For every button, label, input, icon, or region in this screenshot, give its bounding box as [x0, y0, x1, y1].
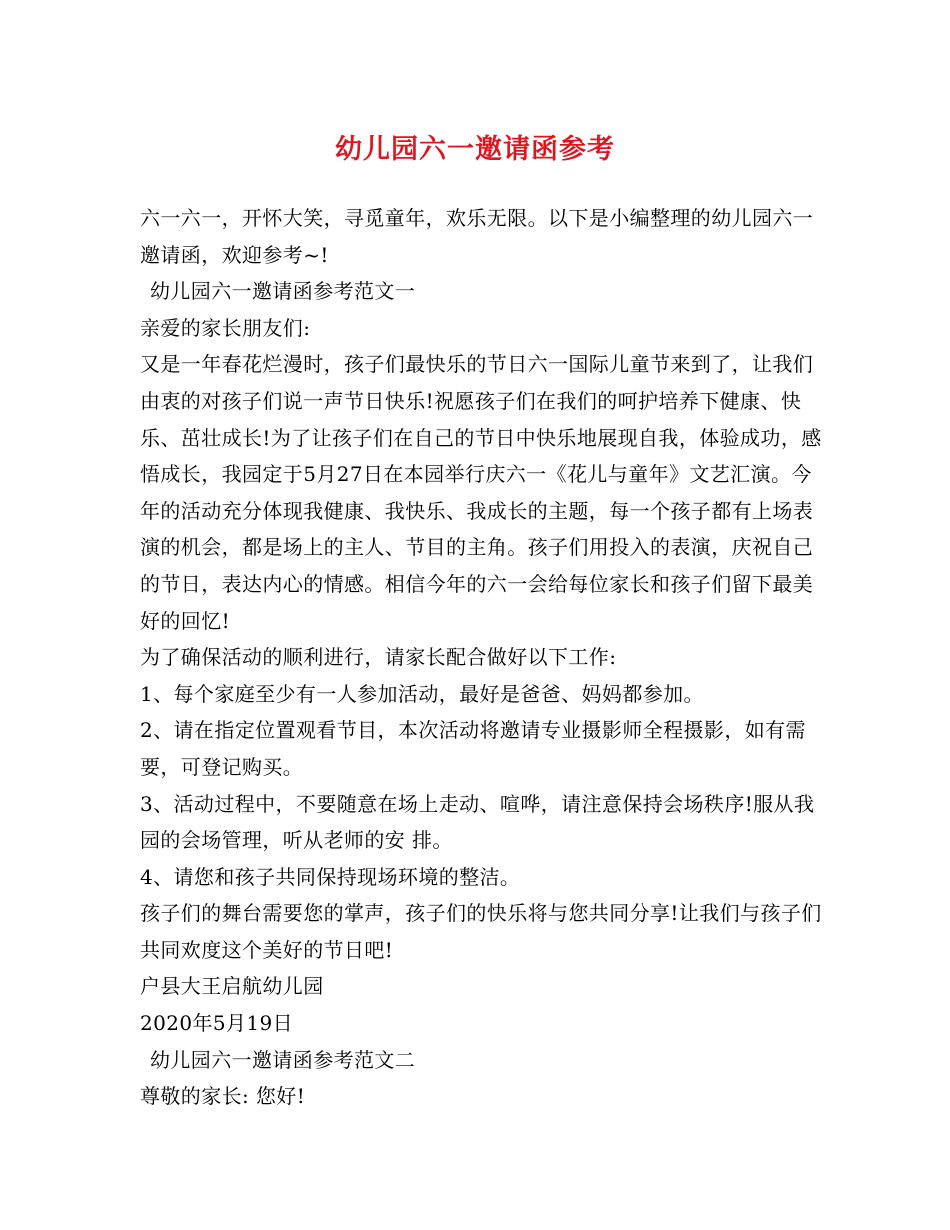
- list-item-4: 4、请您和孩子共同保持现场环境的整洁。: [140, 864, 521, 889]
- instructions-intro: 为了确保活动的顺利进行，请家长配合做好以下工作:: [140, 645, 617, 670]
- signature-organization: 户县大王启航幼儿园: [140, 974, 324, 999]
- closing-paragraph: 孩子们的舞台需要您的掌声，孩子们的快乐将与您共同分享!让我们与孩子们共同欢度这个美好的节日吧!: [140, 901, 822, 962]
- body-paragraph: 又是一年春花烂漫时，孩子们最快乐的节日六一国际儿童节来到了，让我们由衷的对孩子们说一声节日快乐!祝愿孩子们在我们的呵护培养下健康、快乐、茁壮成长!为了让孩子们在自己的节日中快乐地展现自我，体验成功，感悟成长，我园定于5月27日在本园举行庆六一《花儿与童年》文艺汇演。今年的活动充分体现我健康、我快乐、我成长的主题，每一个孩子都有上场表演的机会，都是场上的主人、节目的主角。孩子们用投入的表演，庆祝自己的节日，表达内心的情感。相信今年的六一会给每位家长和孩子们留下最美好的回忆!: [140, 352, 822, 633]
- list-item-1: 1、每个家庭至少有一人参加活动，最好是爸爸、妈妈都参加。: [140, 681, 704, 706]
- section-heading-sample-2: 幼儿园六一邀请函参考范文二: [150, 1047, 416, 1072]
- intro-paragraph: 六一六一，开怀大笑，寻觅童年，欢乐无限。以下是小编整理的幼儿园六一邀请函，欢迎参考~!: [140, 206, 814, 267]
- document-title: 幼儿园六一邀请函参考: [335, 134, 615, 165]
- section-heading-sample-1: 幼儿园六一邀请函参考范文一: [150, 279, 416, 304]
- list-item-3: 3、活动过程中，不要随意在场上走动、喧哗，请注意保持会场秩序!服从我园的会场管理，听从老师的安 排。: [140, 791, 815, 853]
- salutation: 亲爱的家长朋友们:: [140, 315, 311, 340]
- document-body: [140, 200, 830, 1115]
- list-item-2: 2、请在指定位置观看节目，本次活动将邀请专业摄影师全程摄影，如有需要，可登记购买。: [140, 718, 806, 779]
- signature-date: 2020年5月19日: [140, 1011, 294, 1036]
- salutation-2: 尊敬的家长: 您好!: [140, 1084, 306, 1109]
